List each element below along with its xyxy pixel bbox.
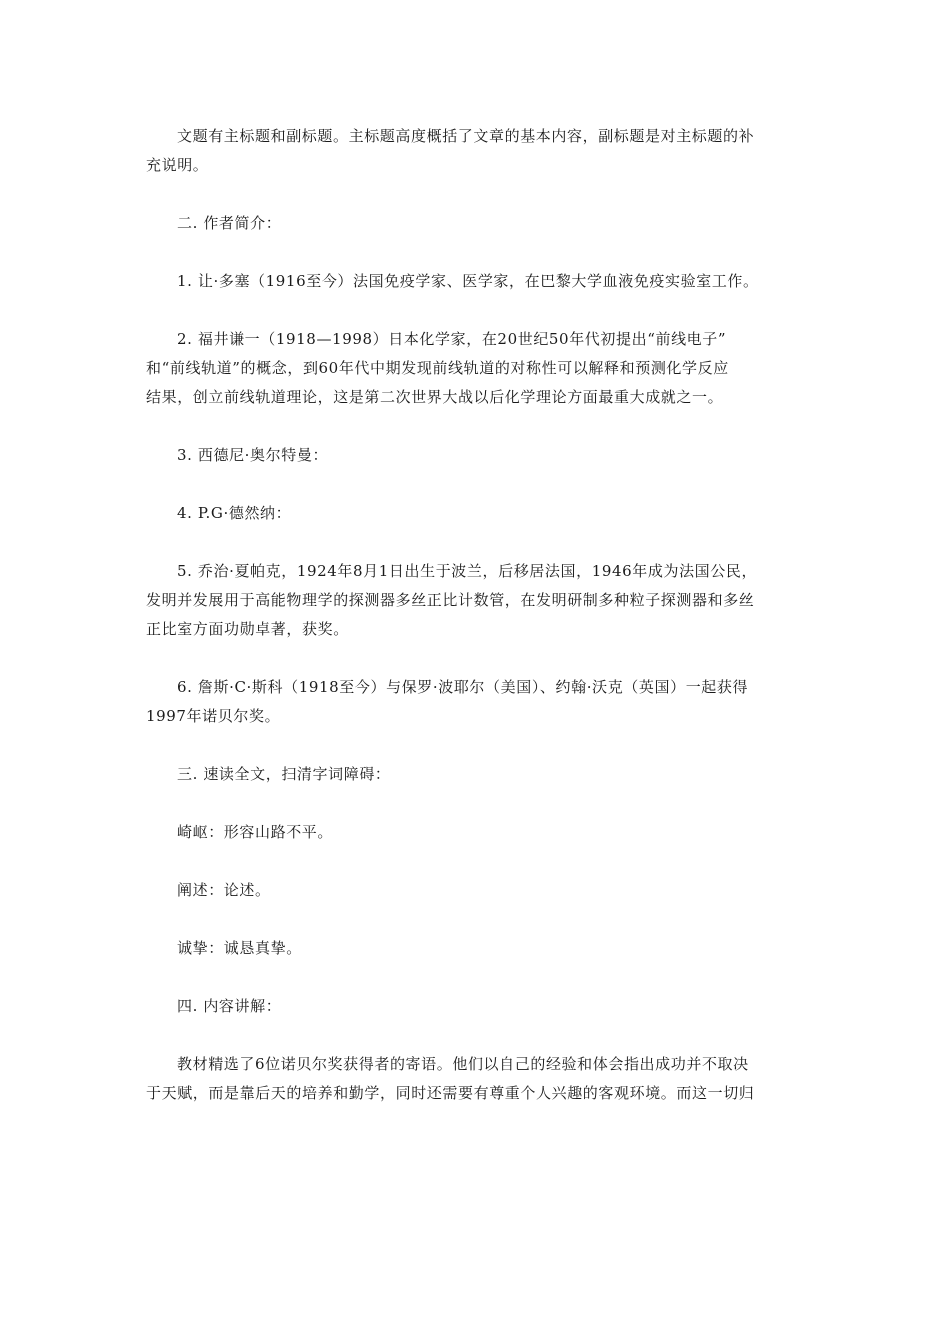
section-heading-vocabulary (146, 760, 806, 789)
heading-text: 二. 作者简介： (177, 214, 282, 232)
section-heading-content (146, 992, 806, 1021)
list-item-author-5 (146, 557, 806, 644)
text-line: 阐述：论述。 (177, 881, 271, 899)
paragraph-title-intro (146, 122, 806, 180)
list-item-author-3 (146, 441, 806, 470)
heading-text: 三. 速读全文，扫清字词障碍： (177, 765, 391, 783)
list-item-author-4 (146, 499, 806, 528)
list-item-author-1 (146, 267, 806, 296)
text-line: 教材精选了6位诺贝尔奖获得者的寄语。他们以自己的经验和体会指出成功并不取决 (177, 1055, 749, 1073)
document-body (146, 122, 806, 1137)
paragraph-content-explanation (146, 1050, 806, 1108)
text-line: 1997年诺贝尔奖。 (146, 707, 281, 725)
text-line: 崎岖：形容山路不平。 (177, 823, 334, 841)
list-item-author-6 (146, 673, 806, 731)
text-line: 于天赋，而是靠后天的培养和勤学，同时还需要有尊重个人兴趣的客观环境。而这一切归 (146, 1084, 755, 1102)
heading-text: 四. 内容讲解： (177, 997, 282, 1015)
vocab-item-chanshu (146, 876, 806, 905)
text-line: 和“前线轨道”的概念，到60年代中期发现前线轨道的对称性可以解释和预测化学反应 (146, 359, 729, 377)
text-line: 文题有主标题和副标题。主标题高度概括了文章的基本内容，副标题是对主标题的补 (177, 127, 755, 145)
vocab-item-qiqu (146, 818, 806, 847)
section-heading-author-intro (146, 209, 806, 238)
text-line: 5. 乔治·夏帕克，1924年8月1日出生于波兰，后移居法国，1946年成为法国公民， (177, 562, 758, 580)
text-line: 充说明。 (146, 156, 209, 174)
list-item-author-2 (146, 325, 806, 412)
vocab-item-chengzhi (146, 934, 806, 963)
text-line: 6. 詹斯·C·斯科（1918至今）与保罗·波耶尔（美国）、约翰·沃克（英国）一起获得 (177, 678, 749, 696)
text-line: 1. 让·多塞（1916至今）法国免疫学家、医学家，在巴黎大学血液免疫实验室工作。 (177, 272, 759, 290)
text-line: 结果，创立前线轨道理论，这是第二次世界大战以后化学理论方面最重大成就之一。 (146, 388, 724, 406)
text-line: 2. 福井谦一（1918—1998）日本化学家，在20世纪50年代初提出“前线电子” (177, 330, 727, 348)
text-line: 正比室方面功勋卓著，获奖。 (146, 620, 349, 638)
text-line: 4. P.G·德然纳： (177, 504, 292, 522)
text-line: 诚挚：诚恳真挚。 (177, 939, 302, 957)
text-line: 发明并发展用于高能物理学的探测器多丝正比计数管，在发明研制多种粒子探测器和多丝 (146, 591, 755, 609)
text-line: 3. 西德尼·奥尔特曼： (177, 446, 329, 464)
